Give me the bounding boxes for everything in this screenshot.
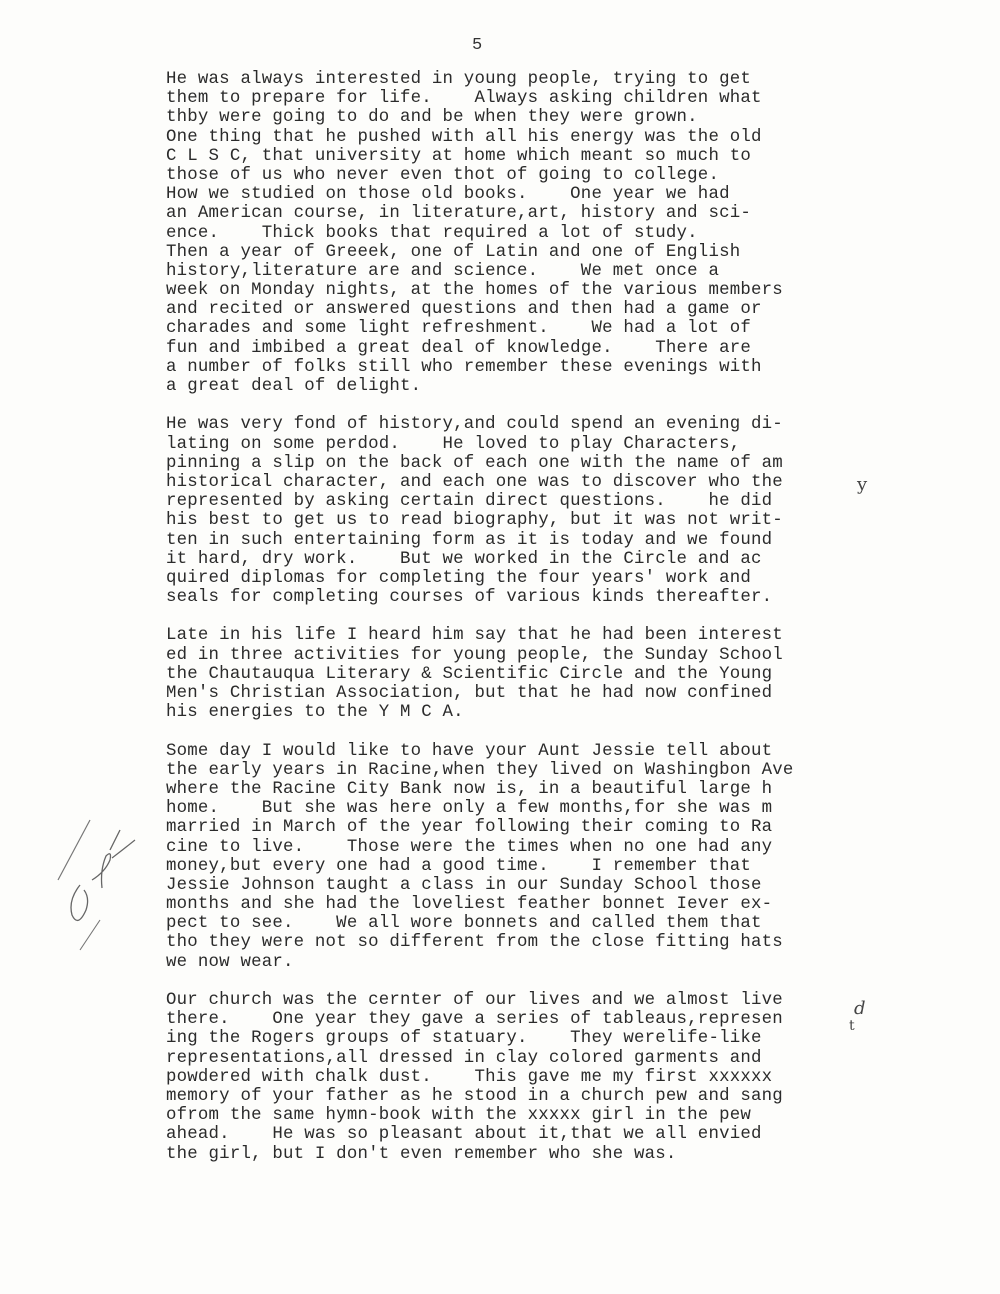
text-line: Then a year of Greeek, one of Latin and one of English bbox=[166, 242, 741, 262]
text-line: Late in his life I heard him say that he had been interest bbox=[166, 626, 783, 646]
text-line: week on Monday nights, at the homes of the various members bbox=[166, 281, 783, 301]
text-line: a great deal of delight. bbox=[166, 377, 422, 396]
text-line: tho they were not so different from the close fitting hats bbox=[166, 933, 783, 953]
text-line: ence. Thick books that required a lot of study. bbox=[166, 223, 698, 243]
text-line: ing the Rogers groups of statuary. They werelife-like bbox=[166, 1029, 762, 1049]
text-line: thby were going to do and be when they were grown. bbox=[166, 108, 698, 128]
text-line: history,literature are and science. We met once a bbox=[166, 261, 720, 281]
text-line: cine to live. Those were the times when no one had any bbox=[166, 837, 773, 857]
text-line: ten in such entertaining form as it is today and we found bbox=[166, 530, 773, 550]
paragraph bbox=[166, 742, 866, 972]
margin-note-t: t bbox=[849, 1018, 855, 1034]
paragraph bbox=[166, 991, 866, 1164]
text-line: pect to see. We all wore bonnets and called them that bbox=[166, 914, 762, 934]
text-line: the Chautauqua Literary & Scientific Circle and the Young bbox=[166, 664, 773, 684]
text-line: Our church was the cernter of our lives and we almost live bbox=[166, 991, 783, 1010]
text-line: pinning a slip on the back of each one with the name of am bbox=[166, 453, 783, 473]
typed-letter-body bbox=[166, 70, 866, 1183]
text-line: married in March of the year following their coming to Ra bbox=[166, 818, 773, 838]
text-line: home. But she was here only a few months,for she was m bbox=[166, 799, 773, 819]
text-line: ed in three activities for young people, the Sunday School bbox=[166, 645, 783, 665]
text-line: seals for completing courses of various kinds thereafter. bbox=[166, 588, 773, 608]
text-line: ofrom the same hymn-book with the xxxxx girl in the pew bbox=[166, 1106, 751, 1126]
text-line: those of us who never even thot of going to college. bbox=[166, 165, 720, 185]
text-line: his best to get us to read biography, but it was not writ- bbox=[166, 511, 783, 531]
text-line: his energies to the Y M C A. bbox=[166, 703, 464, 723]
text-line: memory of your father as he stood in a church pew and sang bbox=[166, 1086, 783, 1106]
text-line: quired diplomas for completing the four years' work and bbox=[166, 568, 751, 588]
text-line: a number of folks still who remember these evenings with bbox=[166, 357, 762, 377]
text-line: the girl, but I don't even remember who she was. bbox=[166, 1144, 677, 1164]
text-line: C L S C, that university at home which meant so much to bbox=[166, 146, 751, 166]
text-line: an American course, in literature,art, history and sci- bbox=[166, 204, 751, 224]
text-line: He was very fond of history,and could spend an evening di- bbox=[166, 415, 783, 435]
text-line: them to prepare for life. Always asking children what bbox=[166, 89, 762, 109]
text-line: representations,all dressed in clay colored garments and bbox=[166, 1048, 762, 1068]
text-line: How we studied on those old books. One year we had bbox=[166, 185, 730, 205]
handwritten-margin-scribble bbox=[50, 810, 145, 960]
paragraph bbox=[166, 626, 866, 722]
margin-note-d: d bbox=[854, 998, 866, 1019]
text-line: the early years in Racine,when they lived on Washingbon Ave bbox=[166, 760, 794, 780]
text-line: ahead. He was so pleasant about it,that we all envied bbox=[166, 1125, 762, 1145]
text-line: where the Racine City Bank now is, in a beautiful large h bbox=[166, 779, 773, 799]
text-line: Some day I would like to have your Aunt Jessie tell about bbox=[166, 741, 773, 761]
text-line: there. One year they gave a series of tableaus,represen bbox=[166, 1010, 783, 1030]
text-line: months and she had the loveliest feather bonnet Iever ex- bbox=[166, 895, 773, 915]
page-number: 5 bbox=[472, 36, 483, 55]
text-line: historical character, and each one was to discover who the bbox=[166, 472, 783, 492]
text-line: charades and some light refreshment. We had a lot of bbox=[166, 319, 751, 339]
text-line: we now wear. bbox=[166, 952, 294, 972]
paragraph bbox=[166, 70, 866, 396]
text-line: Men's Christian Association, but that he had now confined bbox=[166, 684, 773, 703]
text-line: He was always interested in young people, trying to get bbox=[166, 70, 751, 89]
text-line: it hard, dry work. But we worked in the Circle and ac bbox=[166, 549, 762, 569]
text-line: powdered with chalk dust. This gave me my first xxxxxx bbox=[166, 1067, 773, 1087]
text-line: fun and imbibed a great deal of knowledge. There are bbox=[166, 338, 751, 358]
text-line: Jessie Johnson taught a class in our Sunday School those bbox=[166, 875, 762, 895]
text-line: and recited or answered questions and then had a game or bbox=[166, 300, 762, 320]
text-line: money,but every one had a good time. I remember that bbox=[166, 856, 751, 876]
paragraph bbox=[166, 415, 866, 607]
text-line: One thing that he pushed with all his energy was the old bbox=[166, 127, 762, 147]
margin-note-y: y bbox=[857, 474, 868, 495]
text-line: represented by asking certain direct questions. he did bbox=[166, 492, 773, 512]
text-line: lating on some perdod. He loved to play Characters, bbox=[166, 434, 741, 454]
